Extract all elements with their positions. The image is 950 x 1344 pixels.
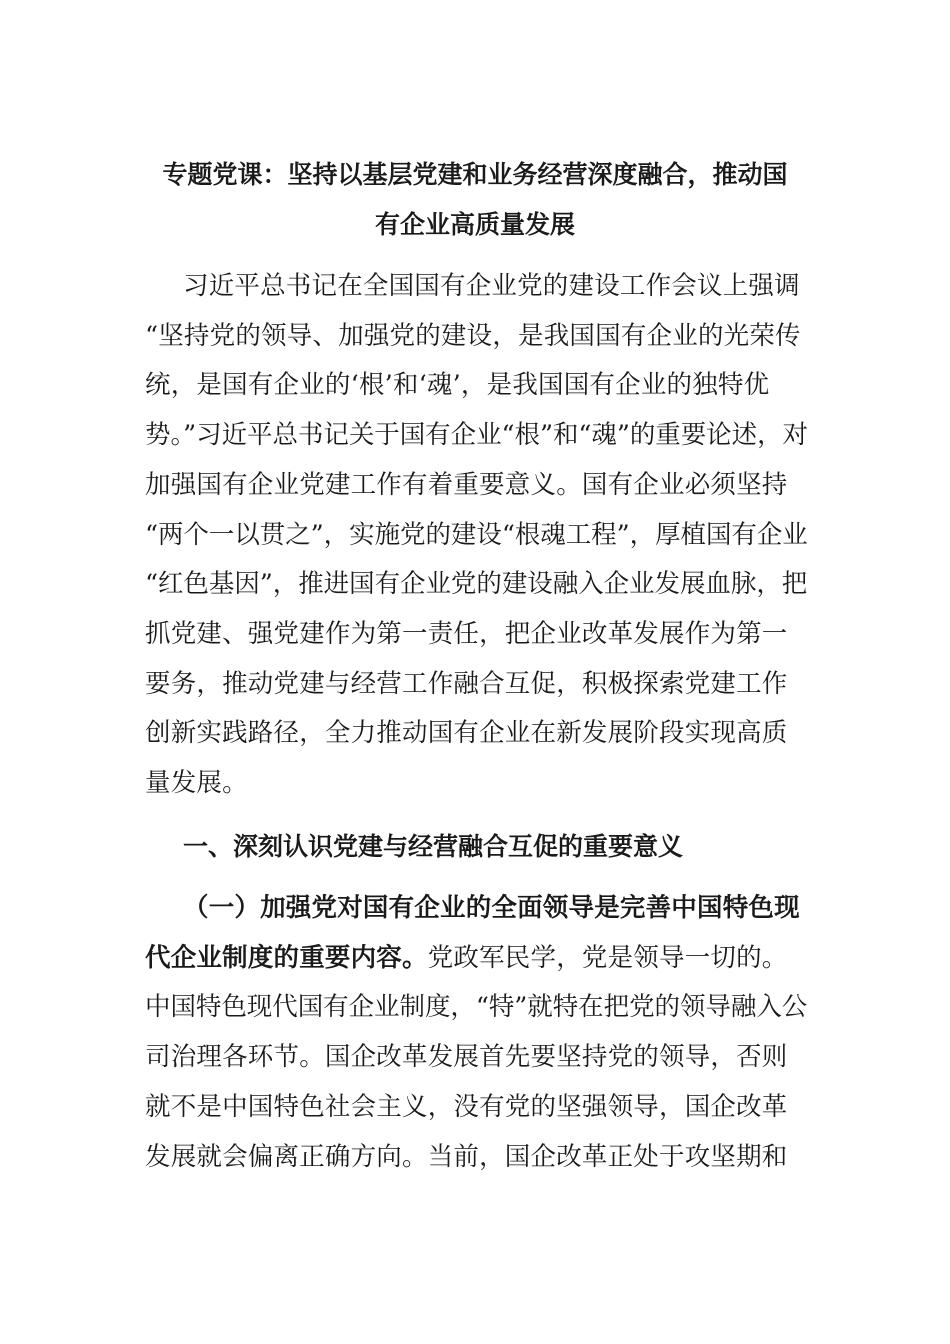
intro-line: 创新实践路径，全力推动国有企业在新发展阶段实现高质	[145, 718, 788, 749]
intro-line: 统，是国有企业的‘根’和‘魂’，是我国国有企业的独特优	[145, 370, 770, 401]
subsection-1-text: 党政军民学，党是领导一切的。	[427, 942, 788, 973]
intro-line: “两个一以贯之”，实施党的建设“根魂工程”，厚植国有企业	[145, 519, 808, 550]
subsection-1-line: 司治理各环节。国企改革发展首先要坚持党的领导，否则	[145, 1042, 788, 1073]
subsection-1-line: 发展就会偏离正确方向。当前，国企改革正处于攻坚期和	[145, 1141, 788, 1172]
document-title-line-1: 专题党课：坚持以基层党建和业务经营深度融合，推动国	[162, 160, 788, 189]
intro-line: 习近平总书记在全国国有企业党的建设工作会议上强调	[183, 271, 800, 301]
subsection-1-line: 中国特色现代国有企业制度，“特”就特在把党的领导融入公	[145, 992, 808, 1023]
subsection-1-paragraph	[145, 884, 807, 1182]
section-1-heading: 一、深刻认识党建与经营融合互促的重要意义	[183, 832, 684, 861]
intro-line: 抓党建、强党建作为第一责任，把企业改革发展作为第一	[145, 618, 788, 649]
intro-line: “红色基因”，推进国有企业党的建设融入企业发展血脉，把	[145, 569, 808, 600]
intro-line: 加强国有企业党建工作有着重要意义。国有企业必须坚持	[145, 469, 788, 500]
subsection-1-title-line-2: 代企业制度的重要内容。	[145, 942, 428, 973]
intro-line: 量发展。	[145, 768, 248, 799]
subsection-1-title-line-1: （一）加强党对国有企业的全面领导是完善中国特色现	[183, 893, 800, 923]
intro-line: “坚持党的领导、加强党的建设，是我国国有企业的光荣传	[145, 320, 801, 351]
intro-line: 势。”习近平总书记关于国有企业“根”和“魂”的重要论述，对	[145, 420, 808, 451]
document-title-line-2: 有企业高质量发展	[374, 210, 575, 239]
subsection-1-line: 就不是中国特色社会主义，没有党的坚强领导，国企改革	[145, 1091, 788, 1122]
subsection-1-line-2	[145, 934, 807, 984]
intro-paragraph	[145, 262, 807, 809]
intro-line: 要务，推动党建与经营工作融合互促，积极探索党建工作	[145, 668, 788, 699]
